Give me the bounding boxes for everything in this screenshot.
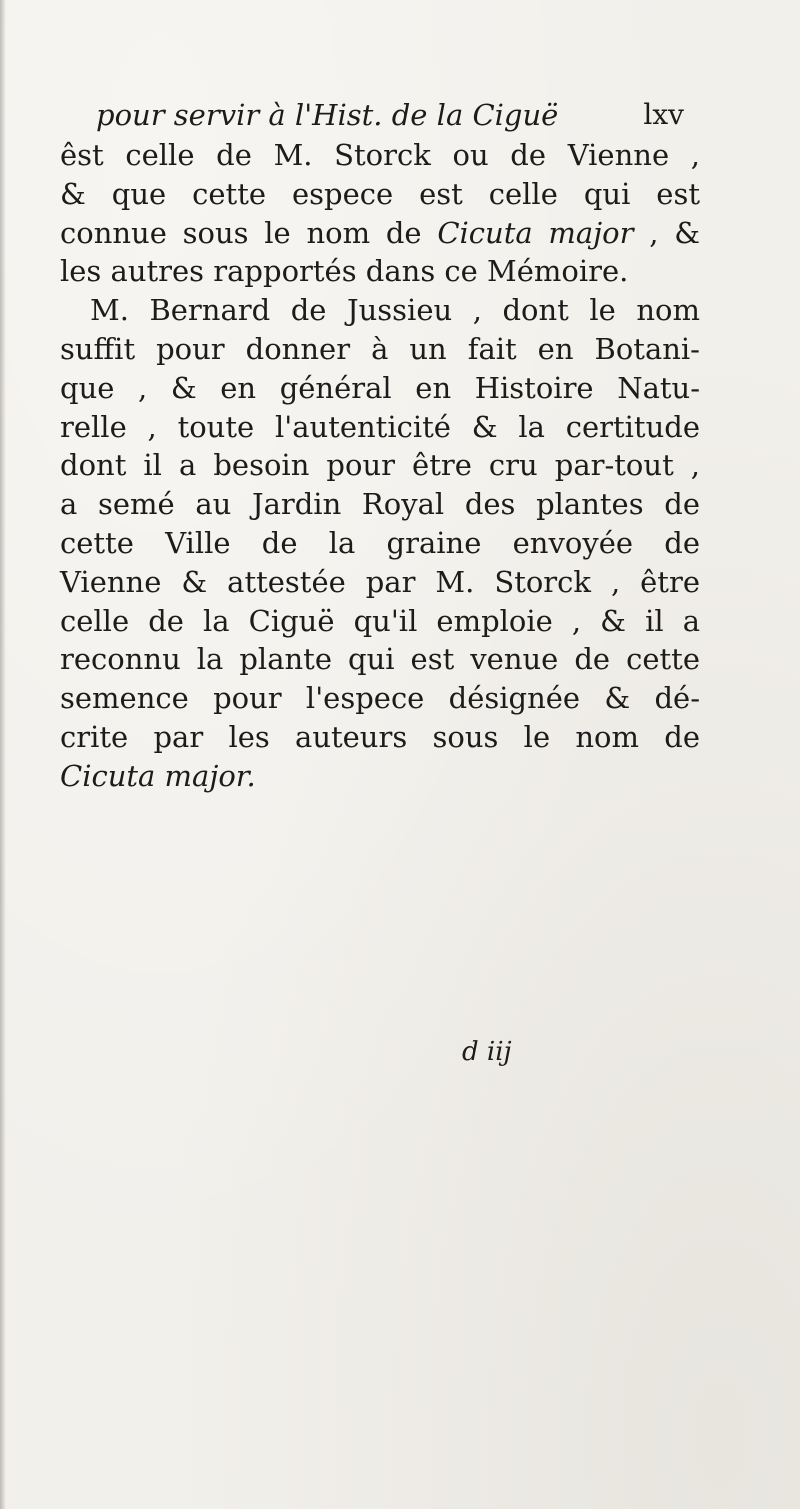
text-line-7: que , & en général en Histoire Natu- xyxy=(60,370,700,405)
text-line-16: crite par les auteurs sous le nom de xyxy=(60,719,700,754)
text-line-15: semence pour l'espece désignée & dé- xyxy=(60,681,700,716)
body-paragraphs xyxy=(60,136,700,796)
italic-term-cicuta-major: Cicuta major xyxy=(437,215,634,250)
text-line-2: & que cette espece est celle qui est xyxy=(60,176,700,211)
text-line-13: celle de la Ciguë qu'il emploie , & il a xyxy=(60,603,700,638)
text-line-8: relle , toute l'autenticité & la certitude xyxy=(60,409,700,444)
page-gutter-shadow xyxy=(0,0,6,1509)
text-line-4: les autres rapportés dans ce Mémoire. xyxy=(60,254,629,289)
page-number: lxv xyxy=(643,98,684,131)
text-line-17 xyxy=(60,757,700,796)
text-line-10: a semé au Jardin Royal des plantes de xyxy=(60,487,700,522)
text-line-1: êst celle de M. Storck ou de Vienne , xyxy=(60,138,700,172)
text-line-3-end: , & xyxy=(649,215,701,250)
text-line-3-start: connue sous le nom de xyxy=(60,215,422,250)
text-line-5: M. Bernard de Jussieu , dont le nom xyxy=(90,293,700,328)
text-line-14: reconnu la plante qui est venue de cette xyxy=(60,642,700,677)
running-head xyxy=(96,95,696,135)
text-line-9: dont il a besoin pour être cru par-tout , xyxy=(60,448,700,483)
signature-mark: d iij xyxy=(462,1037,512,1067)
text-line-11: cette Ville de la graine envoyée de xyxy=(60,525,700,560)
running-head-title: pour servir à l'Hist. de la Ciguë xyxy=(96,98,559,132)
italic-term-final: Cicuta major. xyxy=(60,758,256,793)
text-line-6: suffit pour donner à un fait en Botani- xyxy=(60,331,700,366)
text-line-12: Vienne & attestée par M. Storck , être xyxy=(60,564,700,599)
text-line-3 xyxy=(60,214,700,253)
